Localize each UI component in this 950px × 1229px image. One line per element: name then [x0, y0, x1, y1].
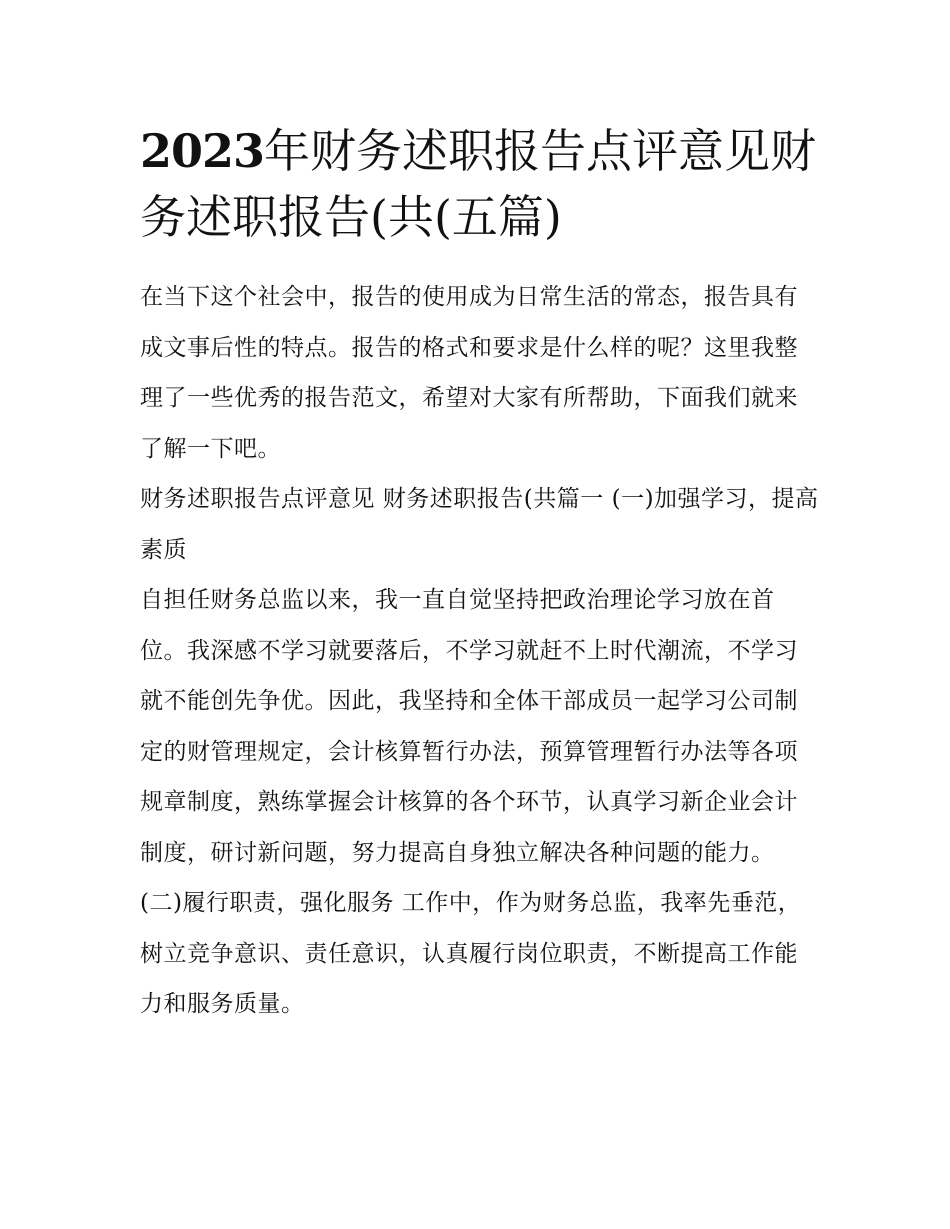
title-text: 年财务述职报告点评意见财务述职报告(共(五篇) [140, 124, 817, 244]
title-year: 2023 [140, 124, 265, 178]
section-heading-paragraph: 财务述职报告点评意见 财务述职报告(共篇一 (一)加强学习，提高素质 [140, 486, 819, 563]
body-paragraph: (二)履行职责，强化服务 工作中，作为财务总监，我率先垂范，树立竞争意识、责任意识，认真履行岗位职责，不断提高工作能力和服务质量。 [140, 890, 802, 1017]
intro-paragraph: 在当下这个社会中，报告的使用成为日常生活的常态，报告具有成文事后性的特点。报告的格式和要求是什么样的呢？这里我整理了一些优秀的报告范文，希望对大家有所帮助，下面我们就来了解一下吧。 [140, 284, 798, 462]
document-title [140, 118, 820, 250]
body-paragraph: 自担任财务总监以来，我一直自觉坚持把政治理论学习放在首位。我深感不学习就要落后，不学习就赶不上时代潮流，不学习就不能创先争优。因此，我坚持和全体干部成员一起学习公司制定的财管理规定，会计核算暂行办法，预算管理暂行办法等各项规章制度，熟练掌握会计核算的各个环节，认真学习新企业会计制度，研讨新问题，努力提高自身独立解决各种问题的能力。 [140, 587, 798, 866]
document-content [140, 118, 820, 1030]
